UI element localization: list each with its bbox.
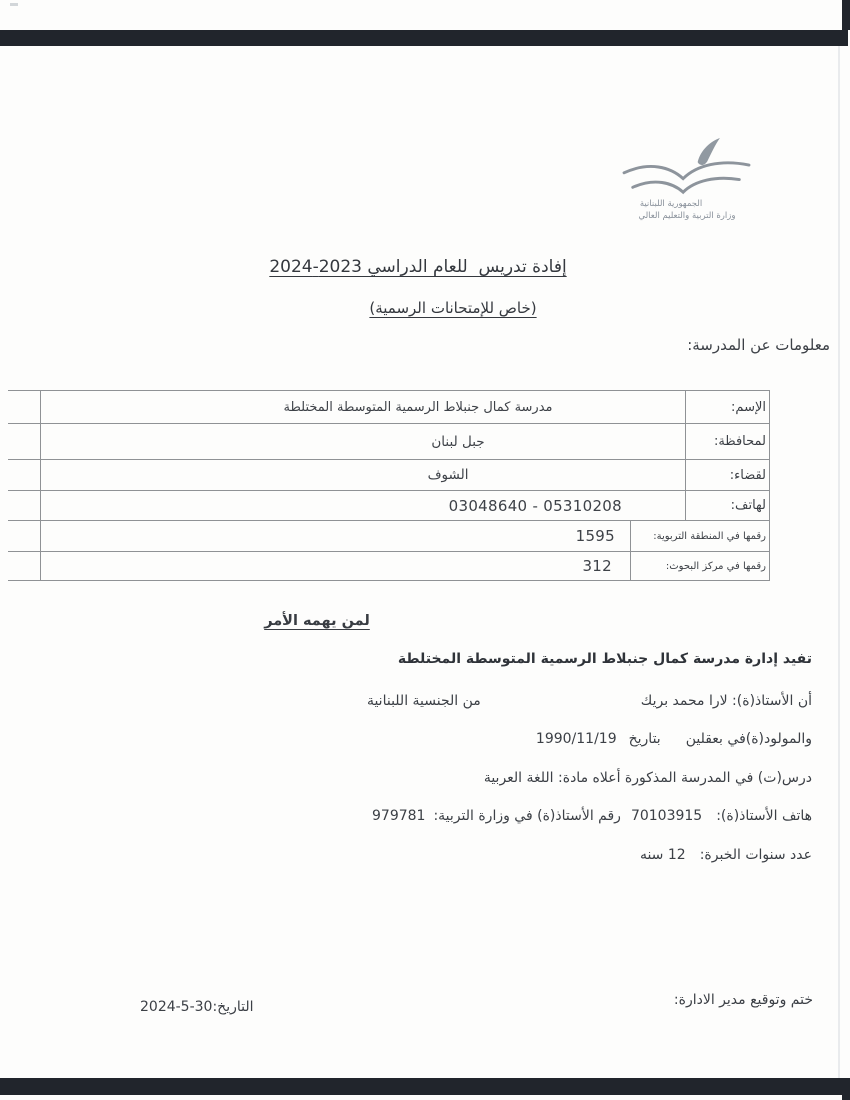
school-name-label: الإسم: xyxy=(685,391,770,423)
open-book-icon xyxy=(614,136,760,198)
research-center-number-value: 312 xyxy=(40,552,630,580)
table-row xyxy=(8,460,770,491)
logo-org-line2: وزارة التربية والتعليم العالي xyxy=(638,211,736,221)
district-label: لقضاء: xyxy=(685,460,770,490)
teacher-phone-value: 70103915 xyxy=(630,808,703,824)
row-left-stub xyxy=(8,460,40,490)
letter-line-experience xyxy=(28,847,812,863)
birthdate-label: بتاريخ xyxy=(628,731,661,747)
row-left-stub xyxy=(8,391,40,423)
table-row xyxy=(8,491,770,521)
ministry-logo xyxy=(612,136,762,221)
school-info-table xyxy=(8,390,770,581)
teacher-name-text: أن الأستاذ(ة): لارا محمد بريك xyxy=(640,693,812,709)
school-info-section-label: معلومات عن المدرسة: xyxy=(687,336,830,354)
document-title: إفادة تدريس للعام الدراسي 2023-2024 xyxy=(269,257,567,277)
edu-district-number-value: 1595 xyxy=(40,521,630,551)
footer-date xyxy=(140,999,254,1015)
table-row xyxy=(8,391,770,424)
table-row xyxy=(8,424,770,460)
logo-org-line1: الجمهورية اللبنانية xyxy=(639,199,703,209)
letter-line-subject: درس(ت) في المدرسة المذكورة أعلاه مادة: اللغة العربية xyxy=(483,770,812,786)
governorate-label: لمحافظة: xyxy=(685,424,770,459)
scan-band-bottom xyxy=(0,1078,850,1095)
nationality-text: من الجنسية اللبنانية xyxy=(366,693,481,709)
letter-line-certifies: تفيد إدارة مدرسة كمال جنبلاط الرسمية المتوسطة المختلطة xyxy=(397,651,812,667)
governorate-value: جبل لبنان xyxy=(40,424,685,459)
scan-edge-line xyxy=(838,46,840,1078)
phone-value: 03048640 - 05310208 xyxy=(40,491,685,520)
row-left-stub xyxy=(8,491,40,520)
scan-notch-bottom-right xyxy=(842,1095,850,1100)
stamp-signature-label: ختم وتوقيع مدير الادارة: xyxy=(673,992,813,1008)
edu-district-number-label: رقمها في المنطقة التربوية: xyxy=(630,521,770,551)
letter-line-phone-id xyxy=(28,808,812,824)
table-row xyxy=(8,552,770,581)
letter-line-birth xyxy=(28,731,812,747)
scan-mark-top-left xyxy=(10,3,18,6)
district-value: الشوف xyxy=(40,460,685,490)
document-subtitle: (خاص للإمتحانات الرسمية) xyxy=(369,299,537,317)
experience-label: عدد سنوات الخبرة: xyxy=(699,847,812,863)
ministry-id-label: رقم الأستاذ(ة) في وزارة التربية: xyxy=(433,808,621,824)
row-left-stub xyxy=(8,424,40,459)
teacher-phone-label: هاتف الأستاذ(ة): xyxy=(716,808,812,824)
experience-value: 12 سنه xyxy=(639,847,686,863)
letter-line-teacher xyxy=(28,693,812,709)
date-label: التاريخ: xyxy=(212,999,254,1015)
row-left-stub xyxy=(8,552,40,580)
row-left-stub xyxy=(8,521,40,551)
birthplace-text: والمولود(ة)في بعقلين xyxy=(685,731,812,747)
table-row xyxy=(8,521,770,552)
phone-label: لهاتف: xyxy=(685,491,770,520)
scan-band-top xyxy=(0,30,848,46)
school-name-value: مدرسة كمال جنبلاط الرسمية المتوسطة المختلطة xyxy=(40,391,685,423)
letter-heading: لمن يهمه الأمر xyxy=(264,613,370,629)
research-center-number-label: رقمها في مركز البحوث: xyxy=(630,552,770,580)
ministry-id-value: 979781 xyxy=(372,808,426,824)
birthdate-value: 1990/11/19 xyxy=(535,731,617,747)
date-value: 2024-5-30 xyxy=(140,999,213,1015)
scan-notch-top-right xyxy=(842,0,850,30)
